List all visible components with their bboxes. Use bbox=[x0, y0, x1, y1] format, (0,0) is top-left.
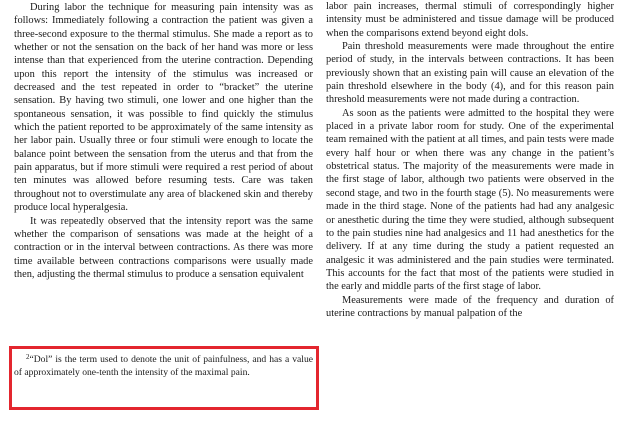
paragraph-continuation: labor pain increases, thermal stimuli of correspondingly higher intensity must be administered and tissue damage will be produced when the comparisons extend beyond eight dols. bbox=[326, 1, 614, 39]
paragraph-pain-threshold: Pain threshold measurements were made throughout the entire period of study, in the intervals between contractions. It has been previously shown that an existing pain will cause an elevation of the pain threshold elsewhere in the body (4), and for this reason pain threshold measurements were not made during a contraction. bbox=[326, 41, 614, 106]
right-column bbox=[326, 0, 614, 320]
paragraph-admission: As soon as the patients were admitted to the hospital they were placed in a private labor room for study. One of the experimental team remained with the patient at all times, and pain tests were made every half hour or when there was any change in the patient’s obstetrical status. The majority of the measurements were made in the first stage of labor, although two patients were observed in the second stage, and two in the fourth stage (5). No measurements were made in the third stage. None of the patients had had any analgesic or anesthetic during the time they were studied, although subsequent to the pain studies nine had analgesics and 11 had anesthetics for the delivery. If at any time during the study a patient requested an analgesic it was administered and the pain studies were terminated. This accounts for the fact that most of the patients were studied in the early and middle parts of the first stage of labor. bbox=[326, 107, 614, 293]
paragraph-contractions: Measurements were made of the frequency and duration of uterine contractions by manual palpation of the bbox=[326, 294, 614, 319]
paragraph-intensity-report: It was repeatedly observed that the intensity report was the same whether the comparison of sensations was made at the height of a contraction or in the interval between contractions. As there was more time available between contractions comparisons were usually made then, adjusting the thermal stimulus to produce a sensation equivalent bbox=[14, 215, 313, 280]
left-column bbox=[14, 1, 313, 281]
highlight-box bbox=[9, 346, 319, 410]
paragraph-technique: During labor the technique for measuring pain intensity was as follows: Immediately following a contraction the patient was given a three-second exposure to the thermal stimulus. She made a report as to whether or not the sensation on the back of her hand was more or less intense than that experienced from the uterine contraction. Depending upon this report the intensity of the stimulus was increased or decreased and the test repeated in order to “bracket” the uterine sensation. By having two stimuli, one lower and one higher than the spontaneous sensation, it was possible to find quickly the stimulus which the patient reported to be approximately of the same intensity as her labor pain. Usually three or four stimuli were enough to locate the balance point between the sensation from the uterus and that from the pain apparatus, but if more stimuli were required a rest period of about ten minutes was allowed before resuming tests. Care was taken throughout not to overstimulate any area of blackened skin and thereby produce local hyperalgesia. bbox=[14, 2, 313, 214]
footnote-marker: 2 bbox=[26, 353, 30, 361]
footnote-body: “Dol” is the term used to denote the unit of painfulness, and has a value of approximately one-tenth the intensity of the maximal pain. bbox=[14, 354, 313, 378]
